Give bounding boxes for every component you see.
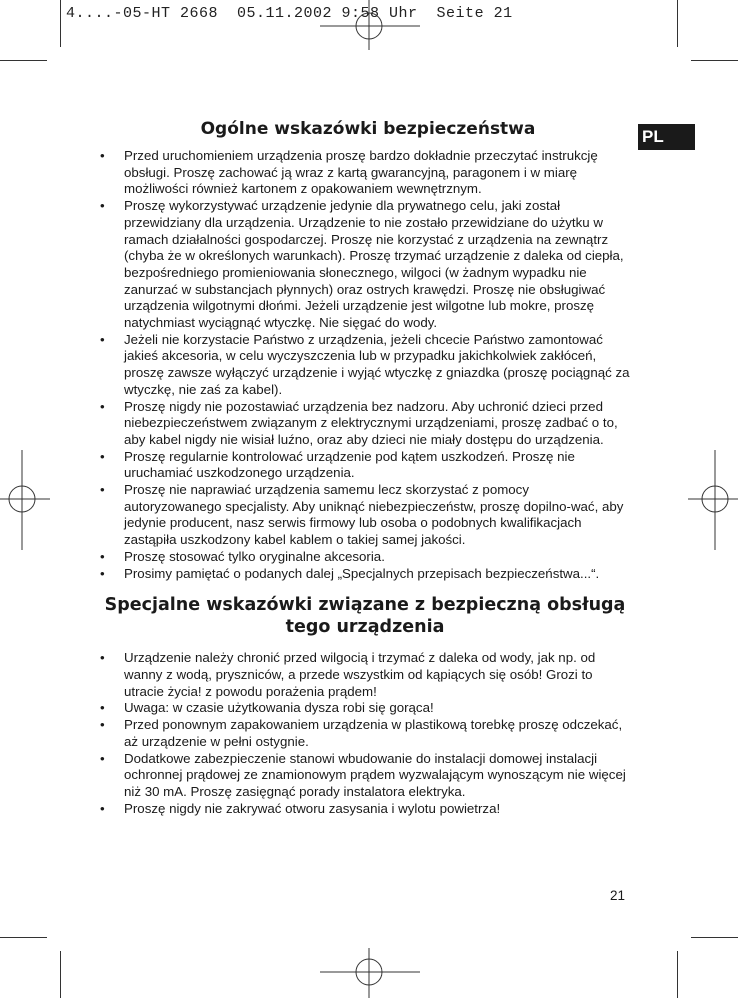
list-item — [100, 751, 630, 801]
bullet-icon: • — [100, 700, 105, 716]
print-header: 4....-05-HT 2668 05.11.2002 9:58 Uhr Seite 21 — [66, 5, 513, 22]
special-safety-list — [100, 650, 630, 817]
crop-mark-top-left-h — [0, 60, 47, 61]
crop-mark-bottom-left-h — [0, 937, 47, 938]
list-item-text: Urządzenie należy chronić przed wilgocią i trzymać z daleka od wody, jak np. od wanny z wodą, pryszniców, a przede wszystkim od kąpiących się osób! Grozi to utracie życia! z powodu porażenia prądem! — [124, 650, 596, 699]
list-item-text: Przed ponownym zapakowaniem urządzenia w plastikową torebkę proszę odczekać, aż urządzenie w pełni ostygnie. — [124, 717, 623, 749]
list-item — [100, 482, 630, 549]
list-item-text: Proszę wykorzystywać urządzenie jedynie dla prywatnego celu, jaki został przewidziany dla urządzenia. Urządzenie to nie zostało przewidziane do użytku w ramach działalności gospodarczej. Proszę nie korzystać z urządzenia na zewnątrz (chyba że w określonych warunkach). Proszę trzymać urządzenie z daleka od ciepła, bezpośredniego promieniowania słonecznego, wilgoci (w żadnym wypadku nie zanurzać w substancjach płynnych) oraz ostrych krawędzi. Proszę nie obsługiwać urządzenia wilgotnymi dłońmi. Jeżeli urządzenie jest wilgotne lub mokre, proszę natychmiast wyciągnąć wtyczkę. Nie sięgać do wody. — [124, 198, 624, 331]
bullet-icon: • — [100, 331, 105, 347]
list-item — [100, 399, 630, 449]
crop-mark-bottom-left-v — [60, 951, 61, 998]
crop-mark-bottom-right-v — [677, 951, 678, 998]
list-item-text: Uwaga: w czasie użytkowania dysza robi się gorąca! — [124, 700, 434, 716]
list-item-text: Proszę nigdy nie pozostawiać urządzenia bez nadzoru. Aby uchronić dzieci przed niebezpieczeństwem związanym z elektrycznymi urządzeniami, proszę zadbać o to, aby kabel nigdy nie wisiał luźno, oraz aby dzieci nie miały dostępu do urządzenia. — [124, 398, 618, 447]
general-safety-list — [100, 148, 630, 582]
crop-mark-top-left-v — [60, 0, 61, 47]
registration-mark-top — [320, 0, 420, 50]
list-item — [100, 650, 630, 700]
bullet-icon: • — [100, 717, 105, 733]
bullet-icon: • — [100, 148, 105, 163]
list-item — [100, 332, 630, 399]
bullet-icon: • — [100, 482, 105, 498]
list-item-text: Proszę nie naprawiać urządzenia samemu lecz skorzystać z pomocy autoryzowanego specjalisty. Aby uniknąć niebezpieczeństw, proszę dopilno-wać, aby jedynie producent, nasz serwis firmowy lub osoba o podobnych kwalifikacjach zastąpiła uszkodzony kabel kablem o takiej samej jakości. — [124, 482, 624, 548]
list-item-text: Przed uruchomieniem urządzenia proszę bardzo dokładnie przeczytać instrukcję obsługi. Proszę zachować ją wraz z kartą gwarancyjną, paragonem i w miarę możliwości również kartonem z opakowaniem wewnętrznym. — [124, 148, 598, 197]
list-item-text: Proszę nigdy nie zakrywać otworu zasysania i wylotu powietrza! — [124, 800, 501, 816]
list-item — [100, 198, 630, 332]
bullet-icon: • — [100, 750, 105, 766]
bullet-icon: • — [100, 448, 105, 464]
bullet-icon: • — [100, 398, 105, 414]
list-item — [100, 801, 630, 818]
registration-mark-right — [688, 450, 738, 550]
section-title-special-safety: Specjalne wskazówki związane z bezpieczną obsługą tego urządzenia — [104, 595, 626, 638]
list-item-text: Jeżeli nie korzystacie Państwo z urządzenia, jeżeli chcecie Państwo zamontować jakieś akcesoria, w celu wyczyszczenia lub w przypadku jakichkolwiek zakłóceń, proszę zawsze wyłączyć urządzenie i wyjąć wtyczkę z gniazdka (proszę pociągnąć za wtyczkę, nie zaś za kabel). — [124, 331, 630, 397]
bullet-icon: • — [100, 548, 105, 564]
crop-mark-top-right-h — [691, 60, 738, 61]
list-item-text: Dodatkowe zabezpieczenie stanowi wbudowanie do instalacji domowej instalacji ochronnej prądowej ze znamionowym prądem wyzwalającym wynoszącym nie więcej niż 30 mA. Proszę zasięgnąć porady instalatora elektryka. — [124, 750, 626, 799]
list-item-text: Prosimy pamiętać o podanych dalej „Specjalnych przepisach bezpieczeństwa...“. — [124, 565, 600, 581]
registration-mark-bottom — [320, 948, 420, 998]
main-content — [100, 118, 630, 817]
list-item-text: Proszę regularnie kontrolować urządzenie pod kątem uszkodzeń. Proszę nie uruchamiać uszkodzonego urządzenia. — [124, 448, 575, 481]
section-title-general-safety: Ogólne wskazówki bezpieczeństwa — [200, 119, 536, 139]
list-item — [100, 700, 630, 717]
list-item — [100, 717, 630, 750]
crop-mark-bottom-right-h — [691, 937, 738, 938]
list-item — [100, 566, 630, 583]
bullet-icon: • — [100, 800, 105, 816]
page-number: 21 — [610, 888, 626, 903]
crop-mark-top-right-v — [677, 0, 678, 47]
bullet-icon: • — [100, 565, 105, 581]
list-item — [100, 148, 630, 198]
language-tab: PL — [638, 124, 695, 150]
bullet-icon: • — [100, 198, 105, 214]
list-item-text: Proszę stosować tylko oryginalne akcesoria. — [124, 548, 385, 564]
list-item — [100, 549, 630, 566]
registration-mark-left — [0, 450, 50, 550]
bullet-icon: • — [100, 650, 105, 666]
list-item — [100, 449, 630, 482]
